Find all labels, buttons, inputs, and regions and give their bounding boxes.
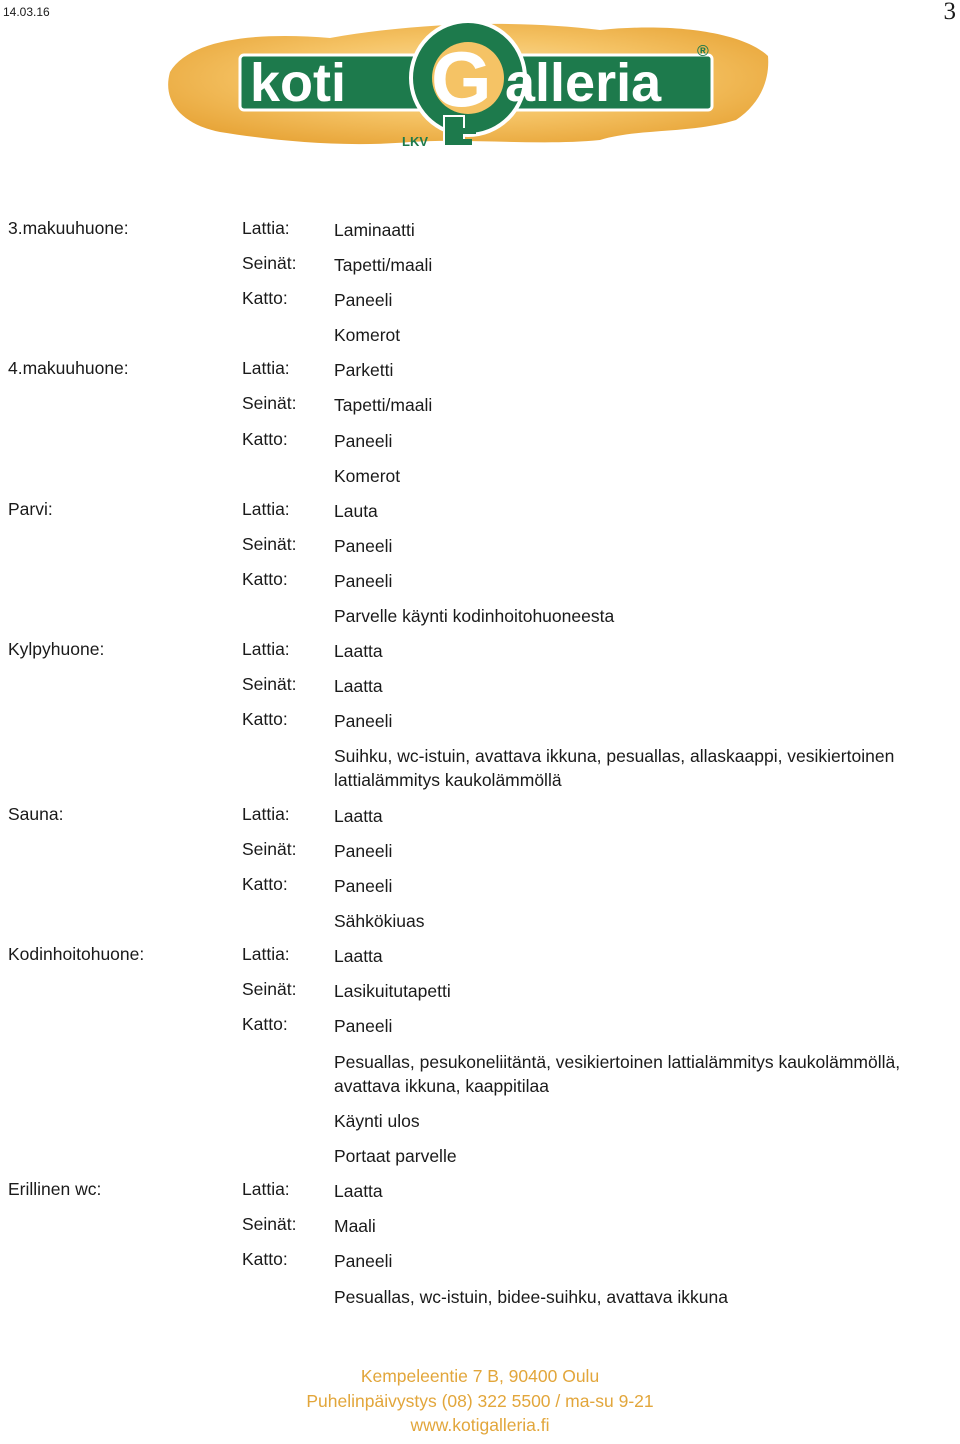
material-row xyxy=(0,868,960,903)
material-row xyxy=(0,798,960,833)
footer-phone: Puhelinpäivystys (08) 322 5500 / ma-su 9-21 xyxy=(306,1390,654,1411)
room-name: Kylpyhuone: xyxy=(8,639,105,660)
material-row xyxy=(0,1243,960,1278)
material-row xyxy=(0,212,960,247)
material-row xyxy=(0,563,960,598)
material-value: Paneeli xyxy=(334,1251,393,1272)
material-value: Laatta xyxy=(334,946,383,967)
footer-address: Kempeleentie 7 B, 90400 Oulu xyxy=(360,1366,600,1386)
material-row xyxy=(0,903,960,938)
room-name: 3.makuuhuone: xyxy=(8,218,129,238)
surface-label: Lattia: xyxy=(242,1179,290,1200)
surface-label: Katto: xyxy=(242,1249,288,1270)
material-value: Paneeli xyxy=(334,876,393,897)
material-value: Pesuallas, wc-istuin, bidee-suihku, avattava ikkuna xyxy=(334,1286,728,1307)
material-row xyxy=(0,1173,960,1208)
surface-label: Lattia: xyxy=(242,358,290,379)
footer xyxy=(0,1364,960,1438)
surface-label: Lattia: xyxy=(242,639,290,660)
material-row xyxy=(0,633,960,668)
logo-brand-letter: G xyxy=(431,35,492,123)
material-row xyxy=(0,598,960,633)
material-value: Laatta xyxy=(334,676,383,697)
surface-label: Seinät: xyxy=(242,839,297,859)
material-row xyxy=(0,703,960,738)
footer-website[interactable]: www.kotigalleria.fi xyxy=(410,1415,550,1435)
material-value: Laatta xyxy=(334,641,383,662)
surface-label: Katto: xyxy=(242,568,288,589)
material-value: Pesuallas, pesukoneliitäntä, vesikiertoinen lattialämmitys kaukolämmöllä, avattava ikkuna, kaappitilaa xyxy=(334,1051,901,1096)
material-value: Paneeli xyxy=(334,430,393,451)
surface-label: Seinät: xyxy=(242,533,297,554)
surface-label: Katto: xyxy=(242,428,288,449)
material-value: Laminaatti xyxy=(334,220,415,240)
material-row xyxy=(0,247,960,282)
material-value: Paneeli xyxy=(334,570,393,591)
material-row xyxy=(0,738,960,798)
surface-label: Lattia: xyxy=(242,803,290,824)
material-row xyxy=(0,352,960,387)
material-value: Laatta xyxy=(334,1181,383,1202)
room-name: Parvi: xyxy=(8,498,53,519)
surface-label: Lattia: xyxy=(242,498,290,519)
material-value: Paneeli xyxy=(334,711,393,732)
material-value: Parvelle käynti kodinhoitohuoneesta xyxy=(334,606,615,627)
material-row xyxy=(0,1279,960,1314)
material-row xyxy=(0,317,960,352)
room-name: Erillinen wc: xyxy=(8,1179,102,1200)
material-row xyxy=(0,387,960,422)
logo-brand-left: koti xyxy=(250,53,347,113)
logo-lkv-label: LKV xyxy=(402,134,428,149)
material-row xyxy=(0,493,960,528)
surface-label: Seinät: xyxy=(242,393,297,414)
surface-label: Katto: xyxy=(242,288,288,309)
material-value: Laatta xyxy=(334,805,383,826)
surface-label: Seinät: xyxy=(242,979,297,1000)
material-row xyxy=(0,1008,960,1043)
surface-label: Lattia: xyxy=(242,944,290,965)
surface-label: Seinät: xyxy=(242,253,297,274)
surface-label: Katto: xyxy=(242,1014,288,1035)
material-value: Käynti ulos xyxy=(334,1111,420,1132)
material-value: Paneeli xyxy=(334,1016,393,1037)
room-name: Kodinhoitohuone: xyxy=(8,944,145,965)
surface-label: Lattia: xyxy=(242,218,290,238)
room-name: 4.makuuhuone: xyxy=(8,358,129,379)
room-name: Sauna: xyxy=(8,803,64,824)
material-row xyxy=(0,1208,960,1243)
surface-label: Seinät: xyxy=(242,674,297,695)
material-value: Portaat parvelle xyxy=(334,1146,457,1167)
material-row xyxy=(0,528,960,563)
material-value: Paneeli xyxy=(334,535,393,556)
material-row xyxy=(0,423,960,458)
material-value: Suihku, wc-istuin, avattava ikkuna, pesuallas, allaskaappi, vesikiertoinen lattialämmitys kaukolämmöllä xyxy=(334,746,895,791)
material-value: Lauta xyxy=(334,500,378,521)
material-row xyxy=(0,1044,960,1104)
material-row xyxy=(0,458,960,493)
material-value: Paneeli xyxy=(334,841,393,861)
print-date: 14.03.16 xyxy=(3,5,50,19)
material-value: Maali xyxy=(334,1216,376,1237)
material-row xyxy=(0,282,960,317)
material-value: Sähkökiuas xyxy=(334,911,425,932)
room-materials-list xyxy=(0,212,960,1314)
material-row xyxy=(0,668,960,703)
page-number: 3 xyxy=(943,0,956,25)
material-row xyxy=(0,833,960,868)
surface-label: Seinät: xyxy=(242,1214,297,1235)
surface-label: Katto: xyxy=(242,874,288,895)
material-row xyxy=(0,938,960,973)
material-value: Parketti xyxy=(334,360,394,381)
material-row xyxy=(0,1138,960,1173)
material-value: Tapetti/maali xyxy=(334,395,433,416)
material-value: Komerot xyxy=(334,465,401,486)
material-row xyxy=(0,973,960,1008)
material-value: Lasikuitutapetti xyxy=(334,981,451,1002)
logo-brand-right: alleria xyxy=(505,53,662,113)
logo-registered-mark: ® xyxy=(697,43,709,60)
material-row xyxy=(0,1103,960,1138)
material-value: Komerot xyxy=(334,325,401,346)
material-value: Paneeli xyxy=(334,290,393,311)
surface-label: Katto: xyxy=(242,709,288,730)
koti-galleria-logo xyxy=(0,0,960,180)
material-value: Tapetti/maali xyxy=(334,255,433,276)
